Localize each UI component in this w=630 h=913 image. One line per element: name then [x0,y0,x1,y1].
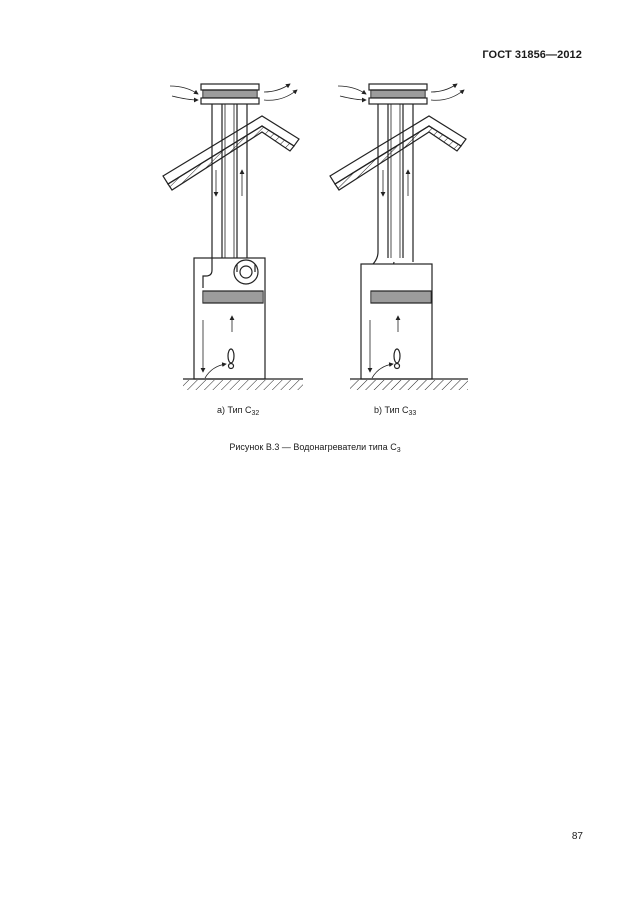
roof-b [330,116,466,190]
panel-a-caption: a) Тип $C_{32}$ [217,405,260,417]
page-number: 87 [571,831,583,842]
floor-b [350,379,468,390]
flue-terminal-b [369,84,427,104]
diagram-panel-a [163,84,303,390]
roof-a [163,116,299,190]
floor-a [183,379,303,390]
flue-terminal-a [201,84,259,104]
standard-code: ГОСТ 31856—2012 [482,49,582,61]
diagram-panel-b [330,84,468,390]
panel-b-caption: b) Тип $C_{33}$ [374,405,417,417]
figure-caption: Рисунок B.3 — Водонагреватели типа $C_3$ [229,442,401,454]
appliance-b [361,264,432,379]
appliance-a [194,258,265,379]
